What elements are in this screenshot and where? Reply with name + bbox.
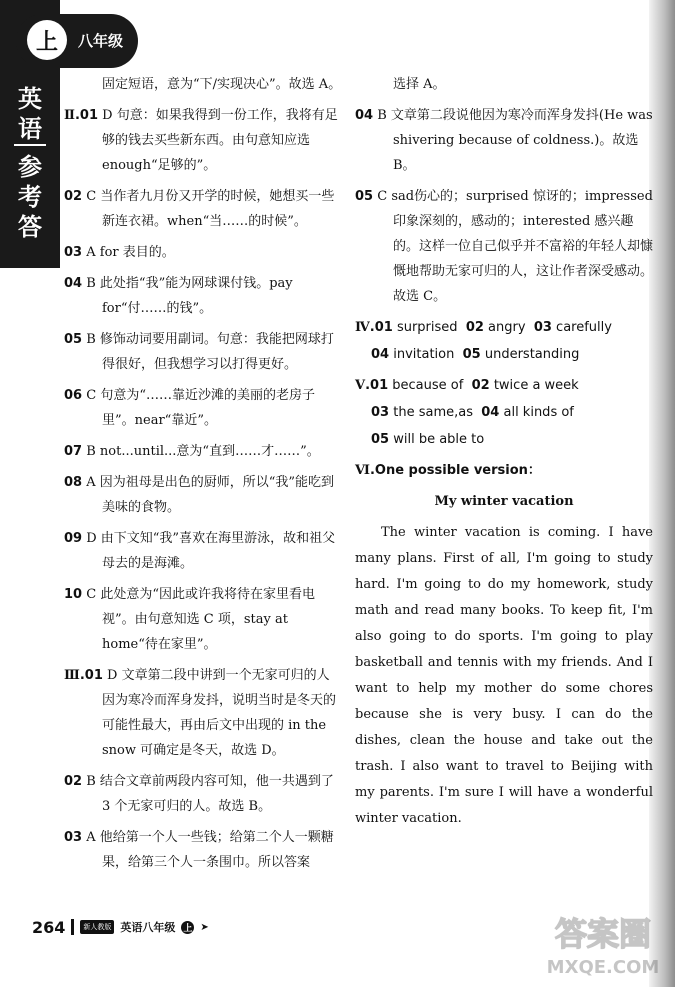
item-number: .01 [74, 108, 98, 123]
answer-item [64, 825, 342, 875]
item-number: 02 [64, 189, 83, 204]
item-number: 08 [64, 475, 83, 490]
answer-explanation: A for 表目的。 [86, 245, 175, 260]
answer-item [64, 240, 342, 265]
answer-explanation: D 由下文知“我”喜欢在海里游泳，故和祖父母去的是海滩。 [86, 531, 336, 571]
answer: the same,as [393, 405, 473, 420]
watermark-line2: MXQE.COM [546, 957, 660, 978]
section-iv: Ⅳ.01 surprised 02 angry 03 carefully 04 invitation 05 understanding [355, 320, 612, 362]
answer-explanation: A 因为祖母是出色的厨师，所以“我”能吃到美味的食物。 [86, 475, 335, 515]
answer-item [64, 383, 342, 433]
item-number: 03 [64, 245, 83, 260]
answer-item [64, 103, 342, 178]
answer: surprised [396, 320, 458, 335]
answer-explanation: C sad伤心的；surprised 惊讶的；impressed 印象深刻的，感动的；interested 感兴趣的。这样一位自己似乎并不富裕的年轻人却慷慨地帮助无家可归的人，这让作者深受感动。故选 C。 [377, 189, 654, 304]
grade-circle: 上 [27, 20, 67, 60]
answer: because of [392, 378, 464, 393]
answer: understanding [484, 347, 580, 362]
answer-explanation: B 结合文章前两段内容可知，他一共遇到了 3 个无家可归的人。故选 B。 [86, 774, 334, 814]
subject-label [8, 84, 52, 144]
section-char: 答 [18, 213, 42, 241]
item-number: .01 [79, 668, 103, 683]
answer-explanation: B 此处指“我”能为网球课付钱。pay for“付……的钱”。 [86, 276, 293, 316]
page-footer [32, 917, 209, 937]
grade-label: 八年级 [78, 32, 124, 50]
subject-char: 英 [18, 85, 42, 113]
section-numeral: Ⅲ [64, 668, 80, 683]
series-badge: 新人教版 [80, 920, 114, 934]
item-number: 03 [64, 830, 83, 845]
answer-explanation: B 修饰动词要用副词。句意：我能把网球打得很好，但我想学习以打得更好。 [86, 332, 334, 372]
item-number: 07 [64, 444, 83, 459]
essay-body: The winter vacation is coming. I have many plans. First of all, I'm going to study hard. I'm going to do my homework, study math and read many books. To keep fit, I'm also going to do sports. I'm going to play basketball and tennis with my friends. And I want to help my mother do some chores because she is very busy. I can do the dishes, clean the house and take out the trash. I also want to travel to Beijing with my parents. I'm sure I will have a wonderful winter vacation. [355, 525, 653, 826]
answer-item [64, 470, 342, 520]
answer-explanation: D 句意：如果我得到一份工作，我将有足够的钱去买些新东西。由句意知应选 enough“足够的”。 [102, 108, 338, 173]
section-v: Ⅴ.01 because of 02 twice a week 03 the same,as 04 all kinds of 05 will be able to [355, 378, 579, 447]
item-number: 05 [64, 332, 83, 347]
site-watermark [538, 905, 668, 981]
answer-explanation: C 当作者九月份又开学的时候，她想买一些新连衣裙。when“当……的时候”。 [86, 189, 335, 229]
answer-item [64, 271, 342, 321]
section-vi [355, 458, 653, 832]
answer-item [64, 184, 342, 234]
section-label [8, 152, 52, 242]
answer-explanation: C 此处意为“因此或许我将待在家里看电视”。由句意知选 C 项，stay at home“待在家里”。 [86, 587, 315, 652]
right-column [355, 72, 653, 838]
next-arrow-icon: ➤ [200, 921, 209, 933]
answer-explanation: B 文章第二段说他因为寒冷而浑身发抖(He was shivering because of coldness.)。故选 B。 [377, 108, 653, 173]
answer-explanation: C 句意为“……靠近沙滩的美丽的老房子里”。near“靠近”。 [86, 388, 315, 428]
item-number: 09 [64, 531, 83, 546]
page-bar [71, 919, 74, 935]
item-number: 06 [64, 388, 83, 403]
answer-explanation: 固定短语，意为“下/实现决心”。故选 A。 [102, 77, 342, 92]
answer: will be able to [393, 432, 485, 447]
watermark-line1: 答案圈 [554, 915, 652, 953]
answer: angry [488, 320, 526, 335]
item-number: 02 [465, 320, 484, 335]
answer-item [355, 184, 653, 309]
item-number: 01 [370, 378, 389, 393]
item-number: 04 [371, 347, 390, 362]
item-number: 05 [462, 347, 481, 362]
answer-item [355, 72, 653, 97]
item-number: 01 [374, 320, 393, 335]
item-number: 02 [64, 774, 83, 789]
section-char: 考 [18, 183, 42, 211]
answer: all kinds of [503, 405, 574, 420]
answer: carefully [556, 320, 612, 335]
item-number: 03 [533, 320, 552, 335]
item-number: 04 [481, 405, 500, 420]
answer-item [64, 526, 342, 576]
answer-item [64, 327, 342, 377]
page-number: 264 [32, 917, 66, 937]
section-char: 参 [18, 153, 42, 181]
answer: twice a week [493, 378, 579, 393]
answer-explanation: A 他给第一个人一些钱；给第二个人一颗糖果，给第三个人一条围巾。所以答案 [86, 830, 334, 870]
essay-title: My winter vacation [434, 494, 574, 509]
volume-circle: 上 [181, 921, 194, 934]
section-heading: .One possible version： [369, 463, 541, 478]
answer-item [64, 663, 342, 763]
left-column [64, 72, 342, 881]
tab-divider [14, 144, 46, 146]
answer-explanation: 选择 A。 [393, 77, 446, 92]
section-numeral: Ⅵ [355, 463, 370, 478]
item-number: 04 [355, 108, 374, 123]
item-number: 10 [64, 587, 83, 602]
answer: invitation [393, 347, 455, 362]
answer-item [64, 439, 342, 464]
book-title: 英语八年级 [120, 921, 176, 934]
item-number: 05 [355, 189, 374, 204]
section-numeral: Ⅳ [355, 320, 370, 335]
subject-char: 语 [18, 115, 42, 143]
answer-item [64, 769, 342, 819]
answer-item [64, 72, 342, 97]
answer-explanation: D 文章第二段中讲到一个无家可归的人因为寒冷而浑身发抖，说明当时是冬天的可能性最大，再由后文中出现的 in the snow 可确定是冬天，故选 D。 [102, 668, 337, 758]
answer-item [355, 103, 653, 178]
item-number: 04 [64, 276, 83, 291]
section-numeral: Ⅴ [355, 378, 366, 393]
item-number: 03 [371, 405, 390, 420]
right-column-answers [355, 72, 653, 309]
answer-explanation: B not...until...意为“直到……才……”。 [86, 444, 320, 459]
item-number: 02 [471, 378, 490, 393]
section-numeral: Ⅱ [64, 108, 75, 123]
answer-item [64, 582, 342, 657]
item-number: 05 [371, 432, 390, 447]
